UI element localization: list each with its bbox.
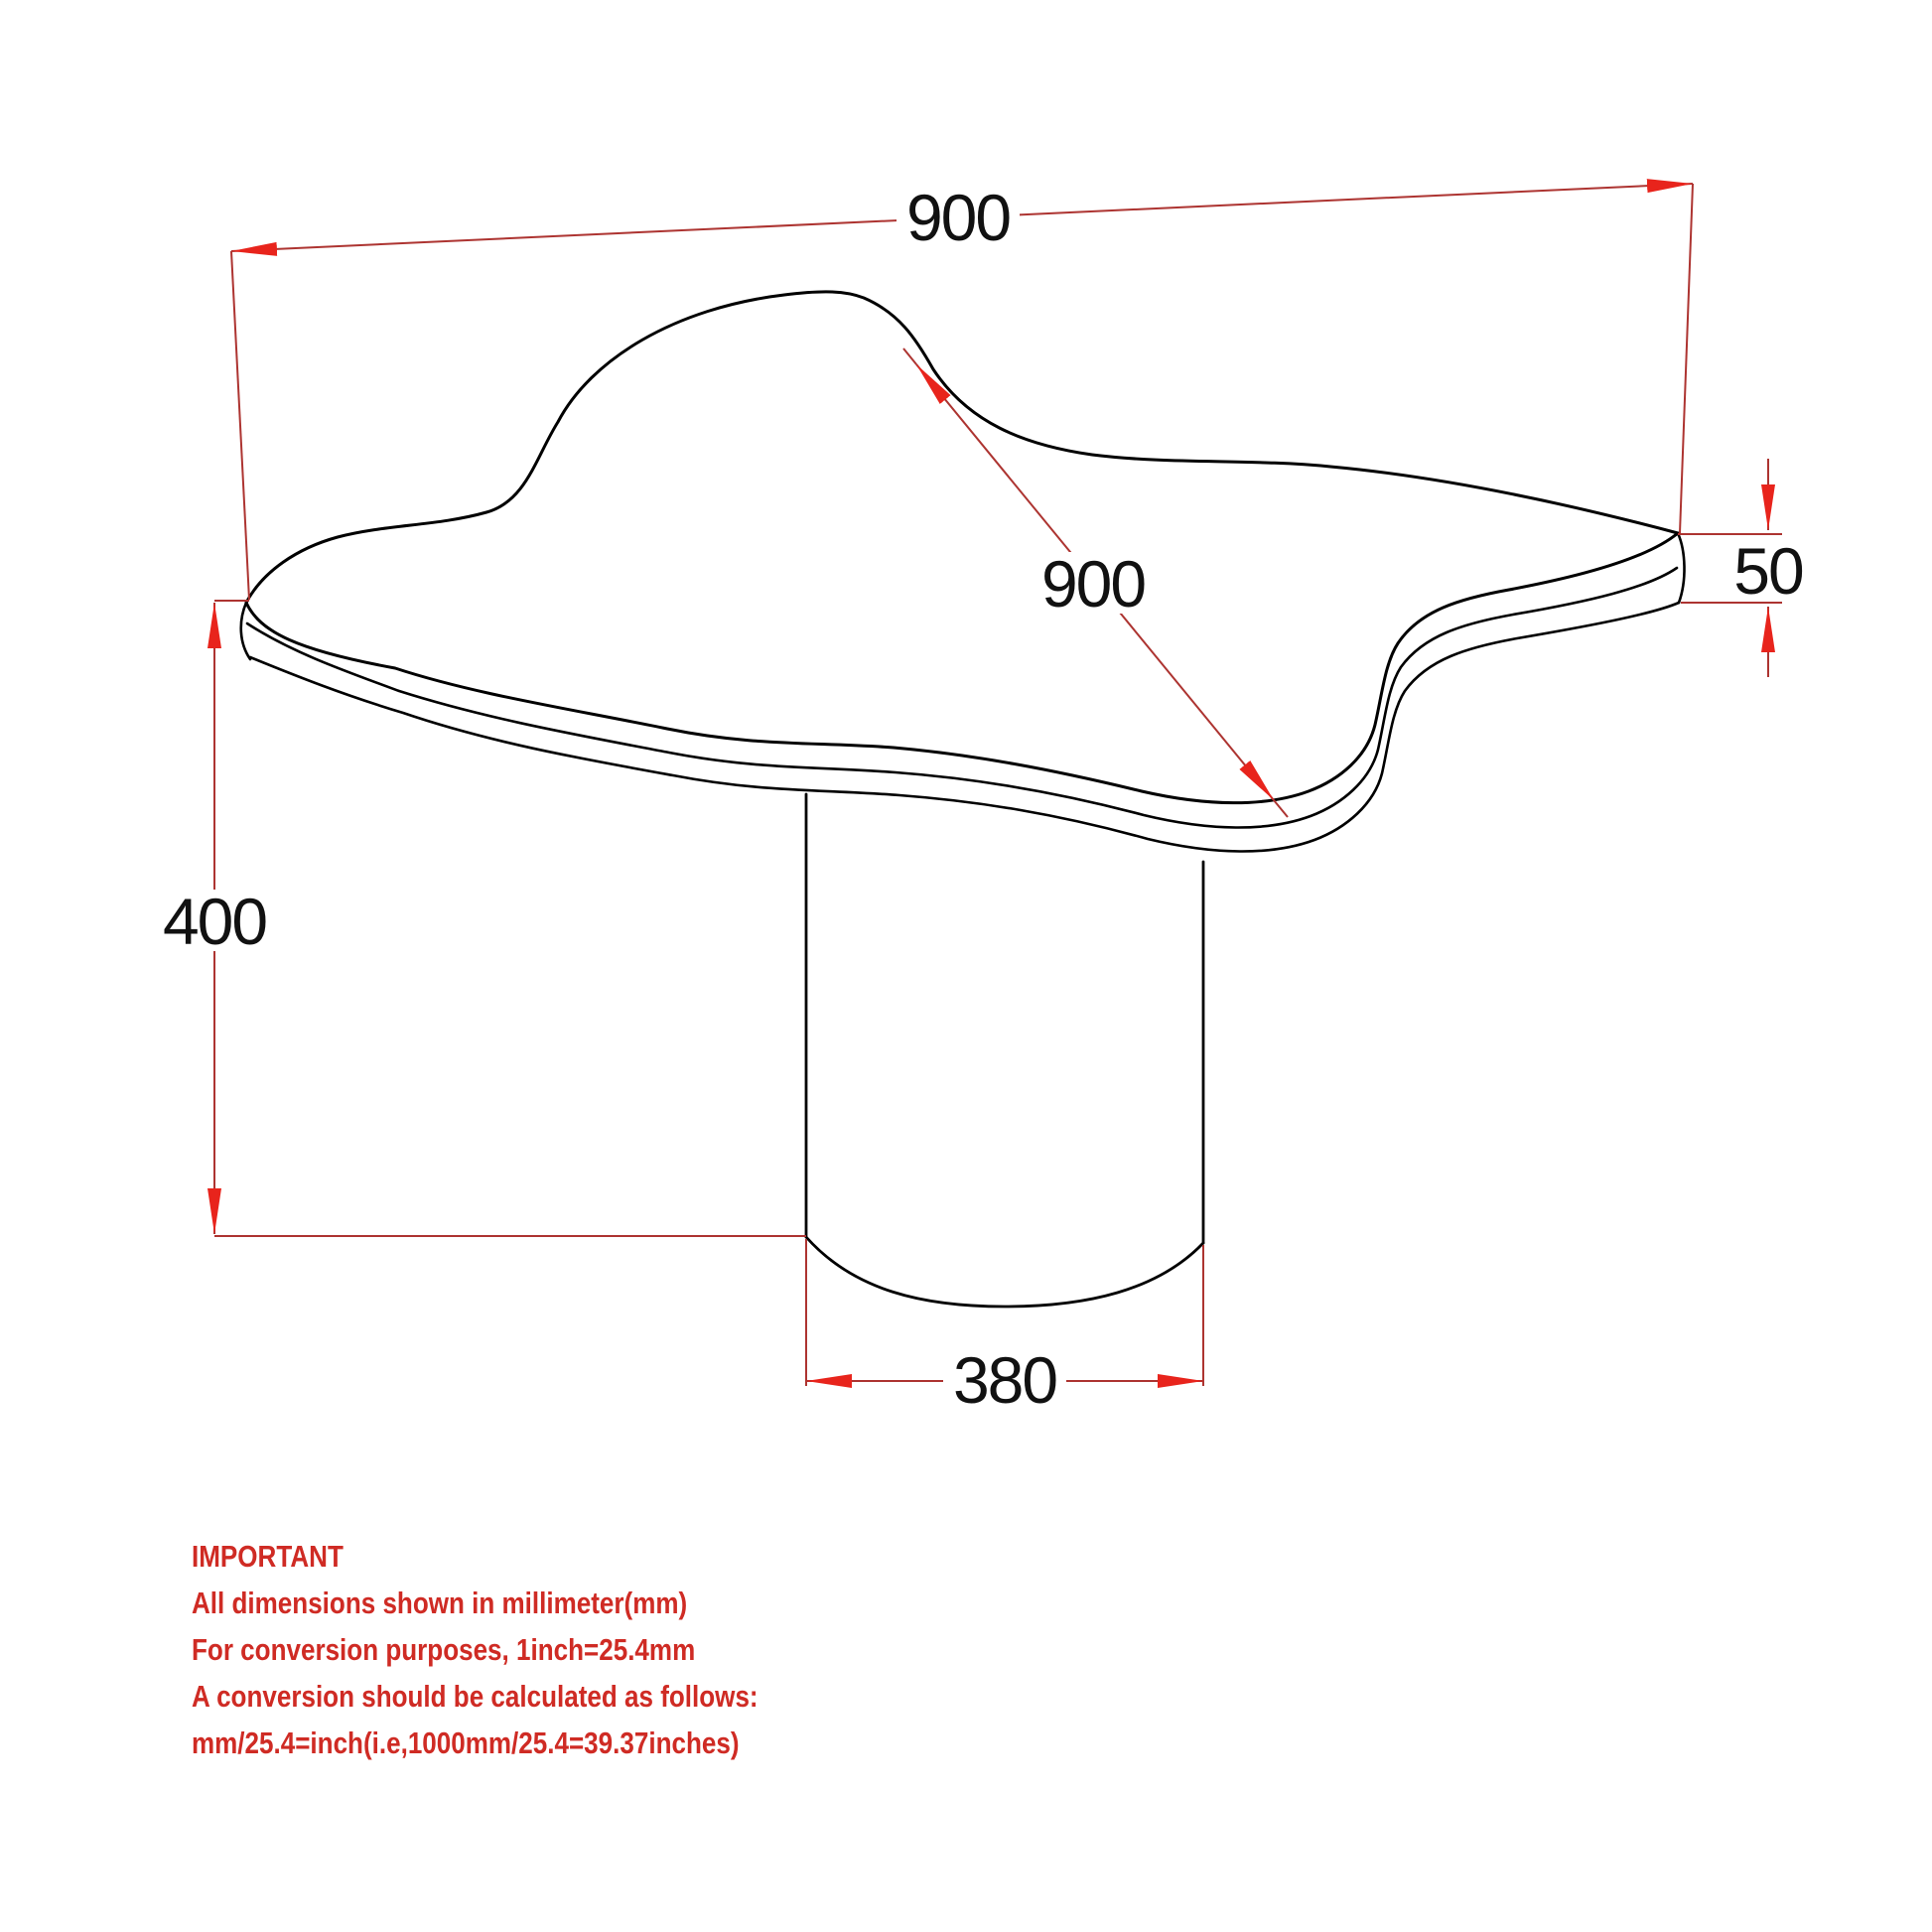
dim-diagonal-tail-top: [903, 348, 916, 364]
note-line: All dimensions shown in millimeter(mm): [192, 1586, 688, 1620]
dim-top-width-value: 900: [905, 181, 1011, 254]
tabletop-thickness-line-1: [247, 568, 1677, 828]
pedestal-base-cylinder: [806, 794, 1203, 1307]
note-line: For conversion purposes, 1inch=25.4mm: [192, 1632, 696, 1667]
dimension-text-halos: [157, 187, 1156, 1408]
dim-top-width-ext-left: [231, 251, 249, 600]
important-note-block: [192, 1533, 759, 1766]
dim-base-diameter-value: 380: [952, 1343, 1057, 1417]
tabletop-thickness-line-2: [250, 603, 1679, 852]
note-line: mm/25.4=inch(i.e,1000mm/25.4=39.37inches): [192, 1725, 740, 1760]
dim-height-value: 400: [162, 885, 267, 958]
tabletop-outline: [246, 292, 1678, 803]
tabletop-left-tip-edge: [241, 603, 250, 659]
note-line: A conversion should be calculated as follows:: [192, 1679, 759, 1714]
dim-top-width-ext-right: [1680, 184, 1693, 533]
dim-diagonal-tail-bottom: [1274, 800, 1288, 817]
table-top-shape: [241, 292, 1685, 852]
dim-diagonal-value: 900: [1040, 547, 1146, 621]
note-title: IMPORTANT: [192, 1539, 344, 1574]
cylinder-bottom-curve: [806, 1237, 1203, 1307]
dim-thickness-value: 50: [1733, 534, 1803, 608]
tabletop-right-tip-edge: [1678, 533, 1685, 603]
